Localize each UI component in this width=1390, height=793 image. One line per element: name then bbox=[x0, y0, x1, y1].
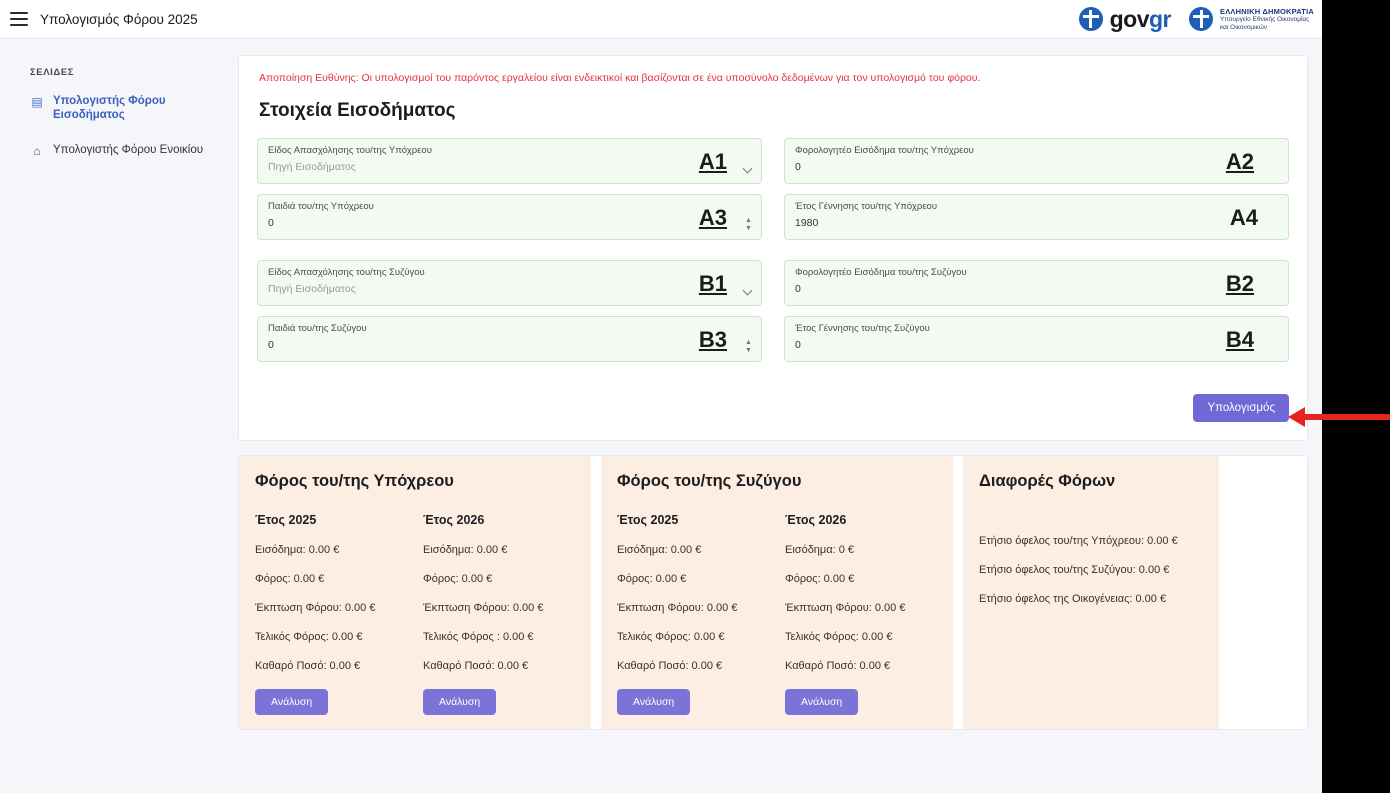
results-card-title: Φόρος του/της Συζύγου bbox=[617, 472, 802, 490]
govgr-gov-text: gov bbox=[1109, 5, 1149, 32]
field-taxable-income-spouse[interactable] bbox=[784, 260, 1289, 306]
field-value: Πηγή Εισοδήματος bbox=[268, 283, 356, 295]
analysis-button[interactable]: Ανάλυση bbox=[617, 689, 690, 715]
results-card-differences bbox=[963, 456, 1219, 729]
sidebar-heading: ΣΕΛΙΔΕΣ bbox=[30, 67, 75, 78]
results-card-spouse bbox=[601, 456, 953, 729]
results-year-label: Έτος 2025 bbox=[617, 513, 679, 527]
field-employment-type-holder[interactable] bbox=[257, 138, 762, 184]
field-label: Παιδιά του/της Υπόχρεου bbox=[268, 201, 374, 212]
disclaimer-text: Αποποίηση Ευθύνης: Οι υπολογισμοί του παρόντος εργαλείου είναι ενδεικτικοί και βασίζονται σε ένα υποσύνολο δεδομένων για τον υπολογισμό του φόρου. bbox=[259, 72, 981, 84]
sidebar-item-income-tax-calculator[interactable] bbox=[30, 94, 224, 123]
page-title: Υπολογισμός Φόρου 2025 bbox=[40, 11, 198, 27]
difference-line-holder: Ετήσιο όφελος του/της Υπόχρεου: 0.00 € bbox=[979, 535, 1178, 547]
results-line-income: Εισόδημα: 0.00 € bbox=[423, 544, 508, 556]
field-tag-b1: B1 bbox=[698, 271, 727, 296]
arrow-shaft bbox=[1304, 414, 1390, 420]
results-line-net-amount: Καθαρό Ποσό: 0.00 € bbox=[785, 660, 891, 672]
field-value: 0 bbox=[795, 339, 801, 351]
annotation-arrow bbox=[1288, 407, 1390, 427]
income-fields-grid bbox=[257, 138, 1289, 362]
arrow-head bbox=[1288, 407, 1305, 427]
results-columns bbox=[255, 513, 575, 715]
analysis-button[interactable]: Ανάλυση bbox=[423, 689, 496, 715]
field-children-holder[interactable] bbox=[257, 194, 762, 240]
field-tag-b2: B2 bbox=[1225, 271, 1254, 296]
field-label: Έτος Γέννησης του/της Συζύγου bbox=[795, 323, 930, 334]
sidebar-item-rent-tax-calculator[interactable] bbox=[30, 143, 224, 158]
field-employment-type-spouse[interactable] bbox=[257, 260, 762, 306]
results-card-holder bbox=[239, 456, 591, 729]
results-line-income: Εισόδημα: 0.00 € bbox=[255, 544, 340, 556]
results-line-tax-discount: Έκπτωση Φόρου: 0.00 € bbox=[617, 602, 738, 614]
field-value: Πηγή Εισοδήματος bbox=[268, 161, 356, 173]
sidebar bbox=[14, 55, 224, 778]
section-title: Στοιχεία Εισοδήματος bbox=[259, 100, 456, 121]
field-tag-b4: B4 bbox=[1225, 327, 1254, 352]
field-value: 0 bbox=[268, 217, 274, 229]
field-birth-year-holder[interactable] bbox=[784, 194, 1289, 240]
top-bar bbox=[0, 0, 1322, 39]
results-line-tax: Φόρος: 0.00 € bbox=[255, 573, 325, 585]
greek-emblem-icon bbox=[1079, 7, 1103, 31]
ministry-text bbox=[1220, 7, 1314, 32]
field-tag-a2: A2 bbox=[1225, 149, 1254, 174]
field-label: Είδος Απασχόλησης του/της Υπόχρεου bbox=[268, 145, 432, 156]
results-column-2025 bbox=[617, 513, 769, 715]
stepper-icon[interactable]: ▲ ▼ bbox=[745, 217, 752, 232]
field-value: 0 bbox=[795, 283, 801, 295]
govgr-logo bbox=[1079, 6, 1171, 33]
results-line-tax-discount: Έκπτωση Φόρου: 0.00 € bbox=[255, 602, 376, 614]
results-line-net-amount: Καθαρό Ποσό: 0.00 € bbox=[617, 660, 723, 672]
field-taxable-income-holder[interactable] bbox=[784, 138, 1289, 184]
calculate-button-row bbox=[257, 394, 1289, 422]
hamburger-icon[interactable] bbox=[10, 12, 28, 26]
ministry-emblem-icon bbox=[1189, 7, 1213, 31]
field-value: 0 bbox=[268, 339, 274, 351]
results-card-title: Φόρος του/της Υπόχρεου bbox=[255, 472, 454, 490]
analysis-button[interactable]: Ανάλυση bbox=[785, 689, 858, 715]
ministry-line-3: και Οικονομικών bbox=[1220, 23, 1268, 31]
results-line-net-amount: Καθαρό Ποσό: 0.00 € bbox=[423, 660, 529, 672]
field-label: Έτος Γέννησης του/της Υπόχρεου bbox=[795, 201, 938, 212]
field-label: Φορολογητέο Εισόδημα του/της Υπόχρεου bbox=[795, 145, 974, 156]
difference-line-family: Ετήσιο όφελος της Οικογένειας: 0.00 € bbox=[979, 593, 1167, 605]
results-line-tax: Φόρος: 0.00 € bbox=[785, 573, 855, 585]
results-line-income: Εισόδημα: 0.00 € bbox=[617, 544, 702, 556]
results-column-2025 bbox=[255, 513, 407, 715]
govgr-gr-text: gr bbox=[1149, 5, 1171, 32]
field-tag-a1: A1 bbox=[698, 149, 727, 174]
results-line-final-tax: Τελικός Φόρος: 0.00 € bbox=[617, 631, 725, 643]
results-line-tax: Φόρος: 0.00 € bbox=[423, 573, 493, 585]
main-panel bbox=[238, 55, 1308, 778]
results-line-final-tax: Τελικός Φόρος: 0.00 € bbox=[255, 631, 363, 643]
results-line-tax-discount: Έκπτωση Φόρου: 0.00 € bbox=[423, 602, 544, 614]
results-year-label: Έτος 2025 bbox=[255, 513, 317, 527]
field-value: 1980 bbox=[795, 217, 819, 229]
analysis-button[interactable]: Ανάλυση bbox=[255, 689, 328, 715]
stepper-icon[interactable]: ▲ ▼ bbox=[745, 339, 752, 354]
document-icon: ▤ bbox=[31, 95, 43, 109]
results-line-tax-discount: Έκπτωση Φόρου: 0.00 € bbox=[785, 602, 906, 614]
calculate-button[interactable]: Υπολογισμός bbox=[1193, 394, 1289, 422]
content-area bbox=[0, 39, 1322, 778]
field-tag-a3: A3 bbox=[698, 205, 727, 230]
results-column-2026 bbox=[423, 513, 575, 715]
field-tag-b3: B3 bbox=[698, 327, 727, 352]
govgr-wordmark bbox=[1110, 6, 1171, 33]
field-tag-a4: A4 bbox=[1229, 205, 1258, 230]
results-columns bbox=[617, 513, 937, 715]
results-year-label: Έτος 2026 bbox=[785, 513, 847, 527]
ministry-line-2: Υπουργείο Εθνικής Οικονομίας bbox=[1220, 15, 1310, 23]
ministry-line-1: ΕΛΛΗΝΙΚΗ ΔΗΜΟΚΡΑΤΙΑ bbox=[1220, 6, 1314, 16]
results-column-2026 bbox=[785, 513, 937, 715]
field-label: Φορολογητέο Εισόδημα του/της Συζύγου bbox=[795, 267, 967, 278]
sidebar-item-label: Υπολογιστής Φόρου Εισοδήματος bbox=[53, 95, 166, 122]
results-year-label: Έτος 2026 bbox=[423, 513, 485, 527]
brand-area bbox=[1079, 0, 1314, 38]
field-label: Είδος Απασχόλησης του/της Συζύγου bbox=[268, 267, 425, 278]
results-line-income: Εισόδημα: 0 € bbox=[785, 544, 855, 556]
results-line-net-amount: Καθαρό Ποσό: 0.00 € bbox=[255, 660, 361, 672]
field-birth-year-spouse[interactable] bbox=[784, 316, 1289, 362]
sidebar-item-label: Υπολογιστής Φόρου Ενοικίου bbox=[53, 143, 204, 156]
results-line-final-tax: Τελικός Φόρος : 0.00 € bbox=[423, 631, 534, 643]
field-value: 0 bbox=[795, 161, 801, 173]
ministry-logo bbox=[1189, 7, 1314, 32]
results-card-title: Διαφορές Φόρων bbox=[979, 472, 1116, 490]
results-area bbox=[238, 455, 1308, 730]
home-icon: ⌂ bbox=[33, 143, 41, 158]
field-children-spouse[interactable] bbox=[257, 316, 762, 362]
field-label: Παιδιά του/της Συζύγου bbox=[268, 323, 367, 334]
difference-line-spouse: Ετήσιο όφελος του/της Συζύγου: 0.00 € bbox=[979, 564, 1170, 576]
results-line-tax: Φόρος: 0.00 € bbox=[617, 573, 687, 585]
income-form-card bbox=[238, 55, 1308, 441]
results-line-final-tax: Τελικός Φόρος: 0.00 € bbox=[785, 631, 893, 643]
